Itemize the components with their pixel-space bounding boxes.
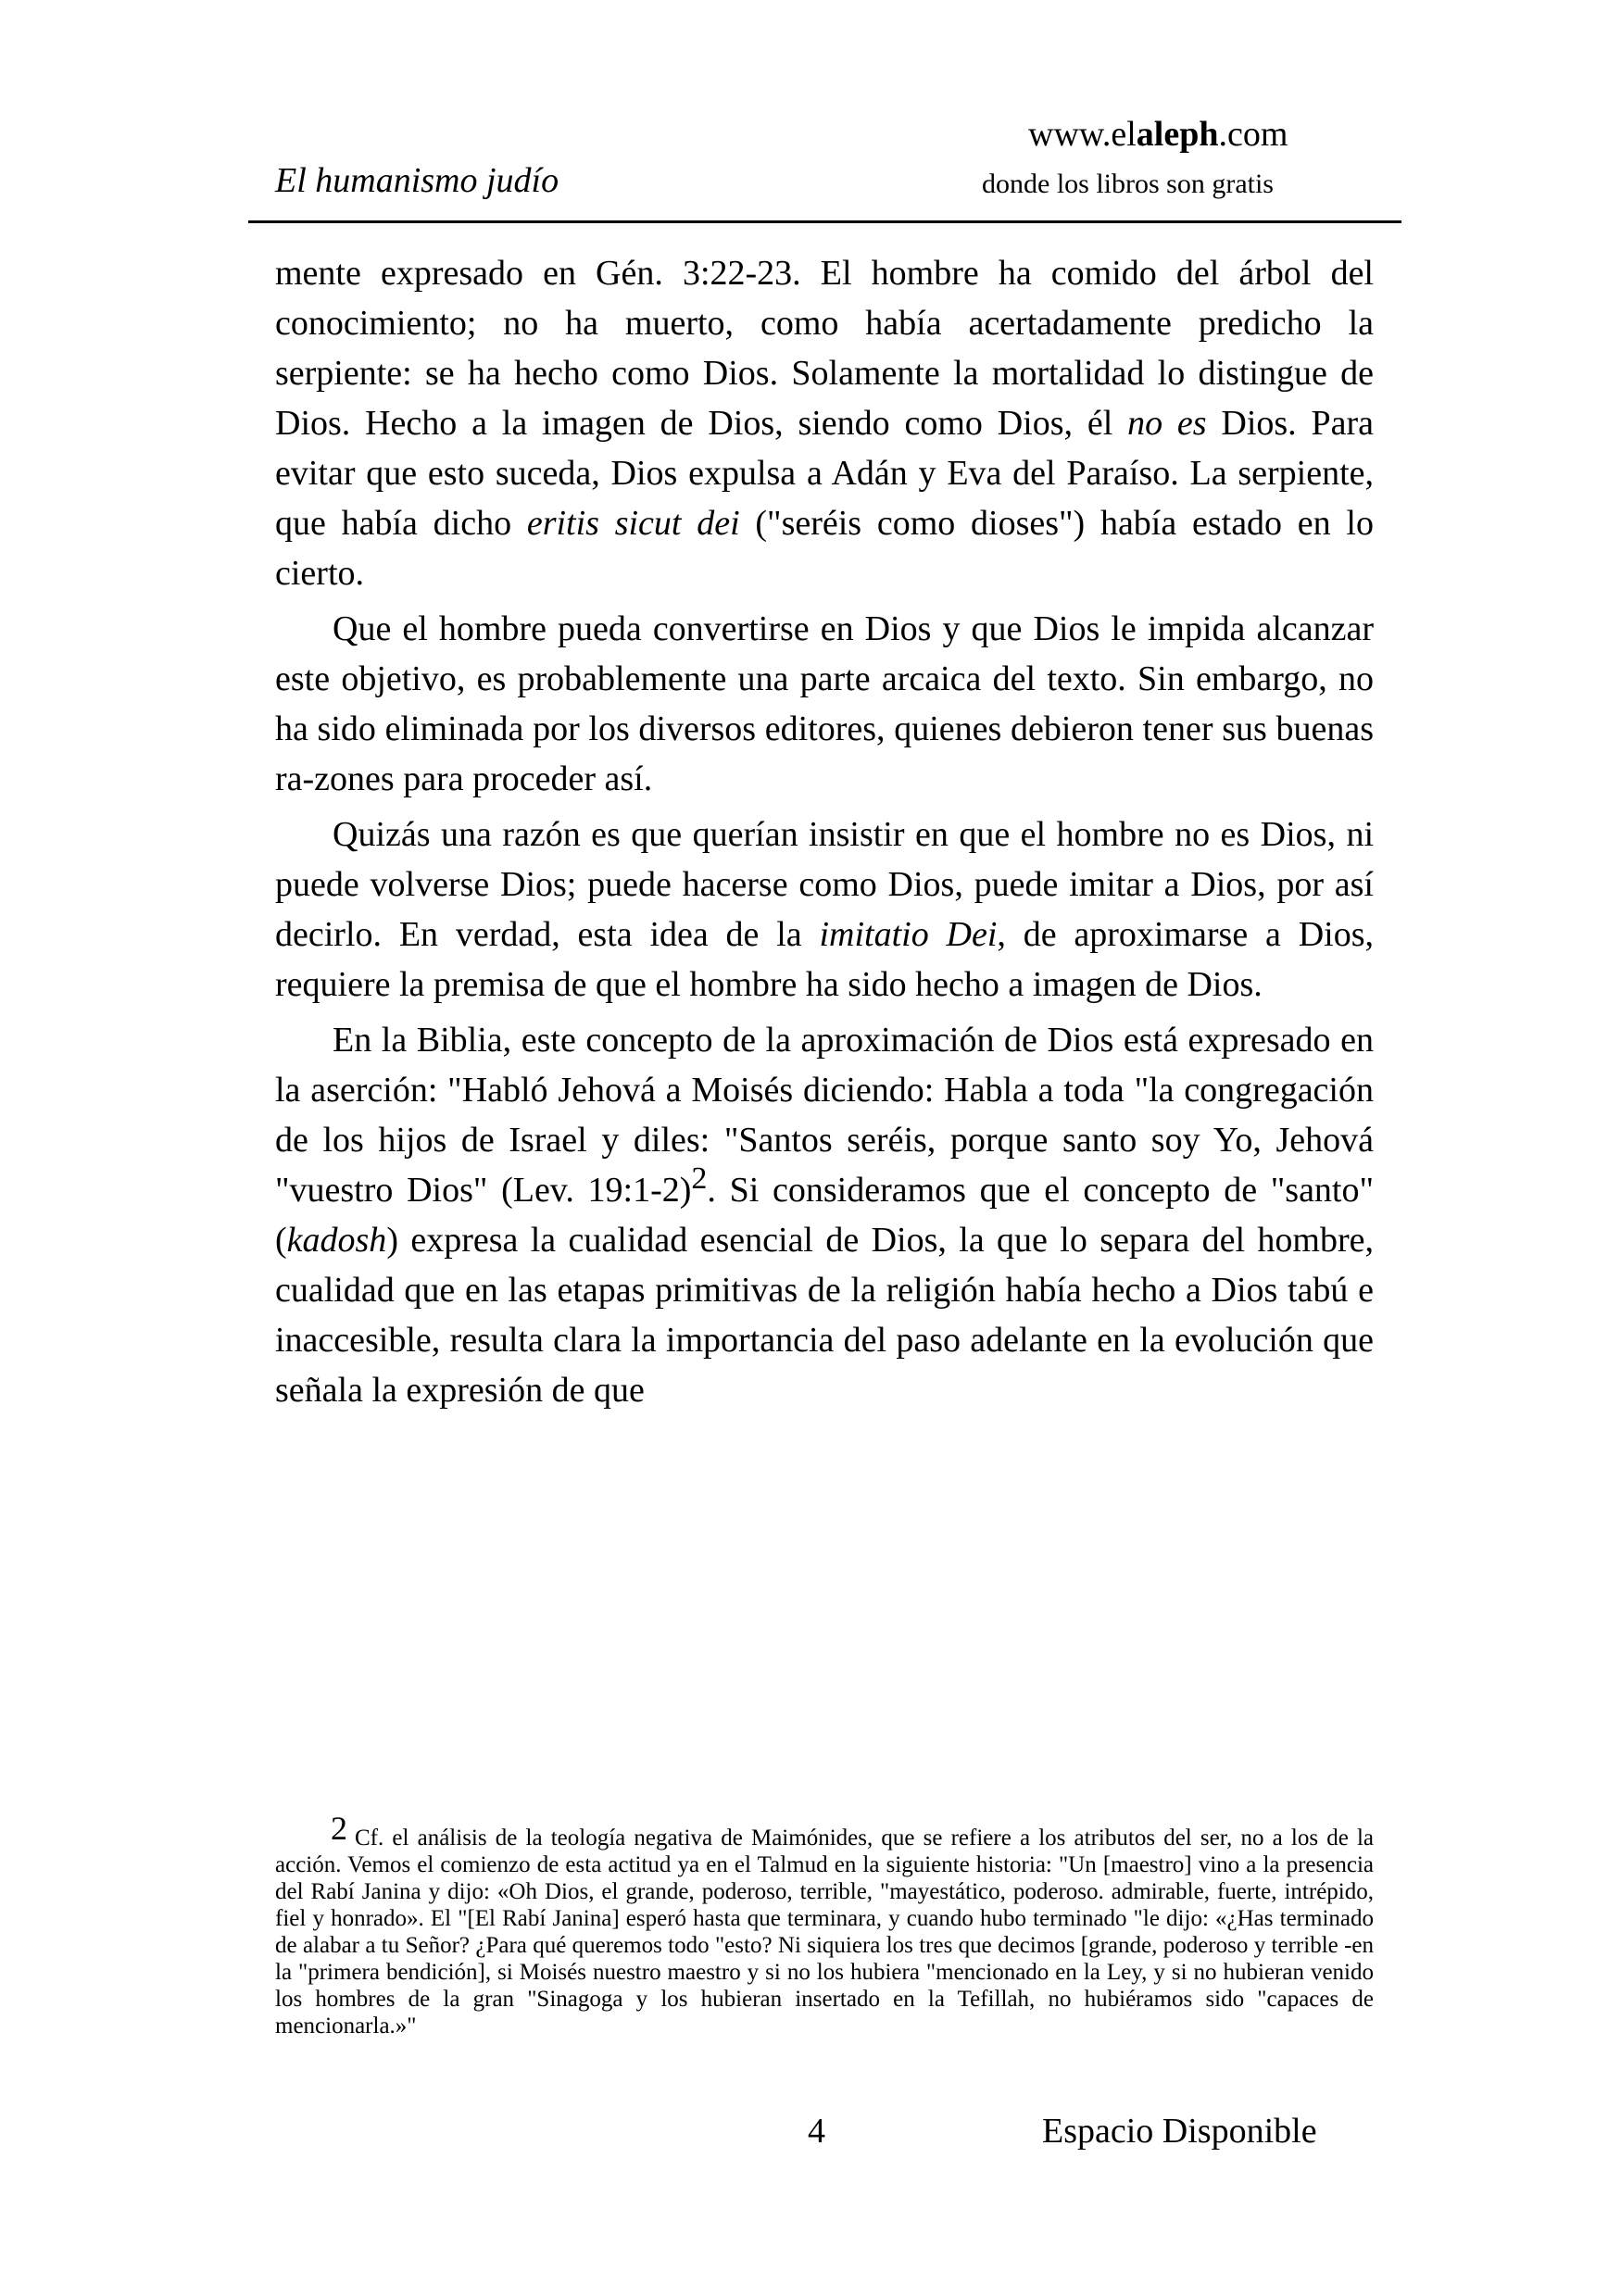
emphasis-kadosh: kadosh <box>286 1221 387 1260</box>
footnote-marker: 2 <box>331 1810 347 1847</box>
paragraph-1: mente expresado en Gén. 3:22-23. El hombre ha comido del árbol del conocimiento; no ha muerto, como había acertadamente predicho la serpiente: se ha hecho como Dios. Solamente la mortalidad lo distingue de Dios. Hecho a la imagen de Dios, siendo como Dios, él no es Dios. Para evitar que esto suceda, Dios expulsa a Adán y Eva del Paraíso. La serpiente, que había dicho eritis sicut dei ("seréis como dioses") había estado en lo cierto. <box>275 254 1375 593</box>
site-tagline: donde los libros son gratis <box>982 169 1274 199</box>
main-text <box>275 248 1374 1415</box>
footnote <box>275 1810 1374 2039</box>
site-url-suffix: .com <box>1218 115 1288 154</box>
site-url[interactable] <box>1028 113 1288 156</box>
emphasis-eritis-sicut-dei: eritis sicut dei <box>526 504 740 543</box>
header-divider <box>248 220 1401 223</box>
page-number: 4 <box>808 2112 825 2151</box>
paragraph-3: Quizás una razón es que querían insistir en que el hombre no es Dios, ni puede volverse Dios; puede hacerse como Dios, puede imitar a Dios, por así decirlo. En verdad, esta idea de la imitatio Dei, de aproximarse a Dios, requiere la premisa de que el hombre ha sido hecho a imagen de Dios. <box>275 815 1374 1004</box>
emphasis-no-es: no es <box>1127 404 1207 443</box>
paragraph-2: Que el hombre pueda convertirse en Dios y que Dios le impida alcanzar este objetivo, es probablemente una parte arcaica del texto. Sin embargo, no ha sido eliminada por los diversos editores, quienes debieron tener sus buenas ra-zones para proceder así. <box>275 609 1374 798</box>
paragraph-4: En la Biblia, este concepto de la aproximación de Dios está expresado en la aserción: "Habló Jehová a Moisés diciendo: Habla a toda "la congregación de los hijos de Israel y diles: "Santos seréis, porque santo soy Yo, Jehová "vuestro Dios" (Lev. 19:1-2)$^2$. Si consideramos que el concepto de "santo" (kadosh) expresa la cualidad esencial de Dios, la que lo separa del hombre, cualidad que en las etapas primitivas de la religión había hecho a Dios tabú e inaccesible, resulta clara la importancia del paso adelante en la evolución que señala la expresión de que <box>275 1021 1375 1410</box>
book-title: El humanismo judío <box>275 161 559 200</box>
footnote-text: Cf. el análisis de la teología negativa de Maimónides, que se refiere a los atributos del ser, no a los de la acción. Vemos el comienzo de esta actitud ya en el Talmud en la siguiente historia: "Un [maestro] vino a la presencia del Rabí Janina y dijo: «Oh Dios, el grande, poderoso, terrible, "mayestático, poderoso. admirable, fuerte, intrépido, fiel y honrado». El "[El Rabí Janina] esperó hasta que terminara, y cuando hubo terminado "le dijo: «¿Has terminado de alabar a tu Señor? ¿Para qué queremos todo "esto? Ni siquiera los tres que decimos [grande, poderoso y terrible -en la "primera bendición], si Moisés nuestro maestro y si no los hubiera "mencionado en la Ley, y si no hubieran venido los hombres de la gran "Sinagoga y los hubieran insertado en la Tefillah, no hubiéramos sido "capaces de mencionarla.»" <box>275 1826 1374 2039</box>
footer-label: Espacio Disponible <box>1042 2112 1317 2151</box>
footnote-reference[interactable]: 2 <box>691 1161 708 1196</box>
site-url-prefix: www.el <box>1028 115 1137 154</box>
site-url-brand: aleph <box>1136 115 1219 154</box>
emphasis-imitatio-dei: imitatio Dei <box>819 915 998 954</box>
